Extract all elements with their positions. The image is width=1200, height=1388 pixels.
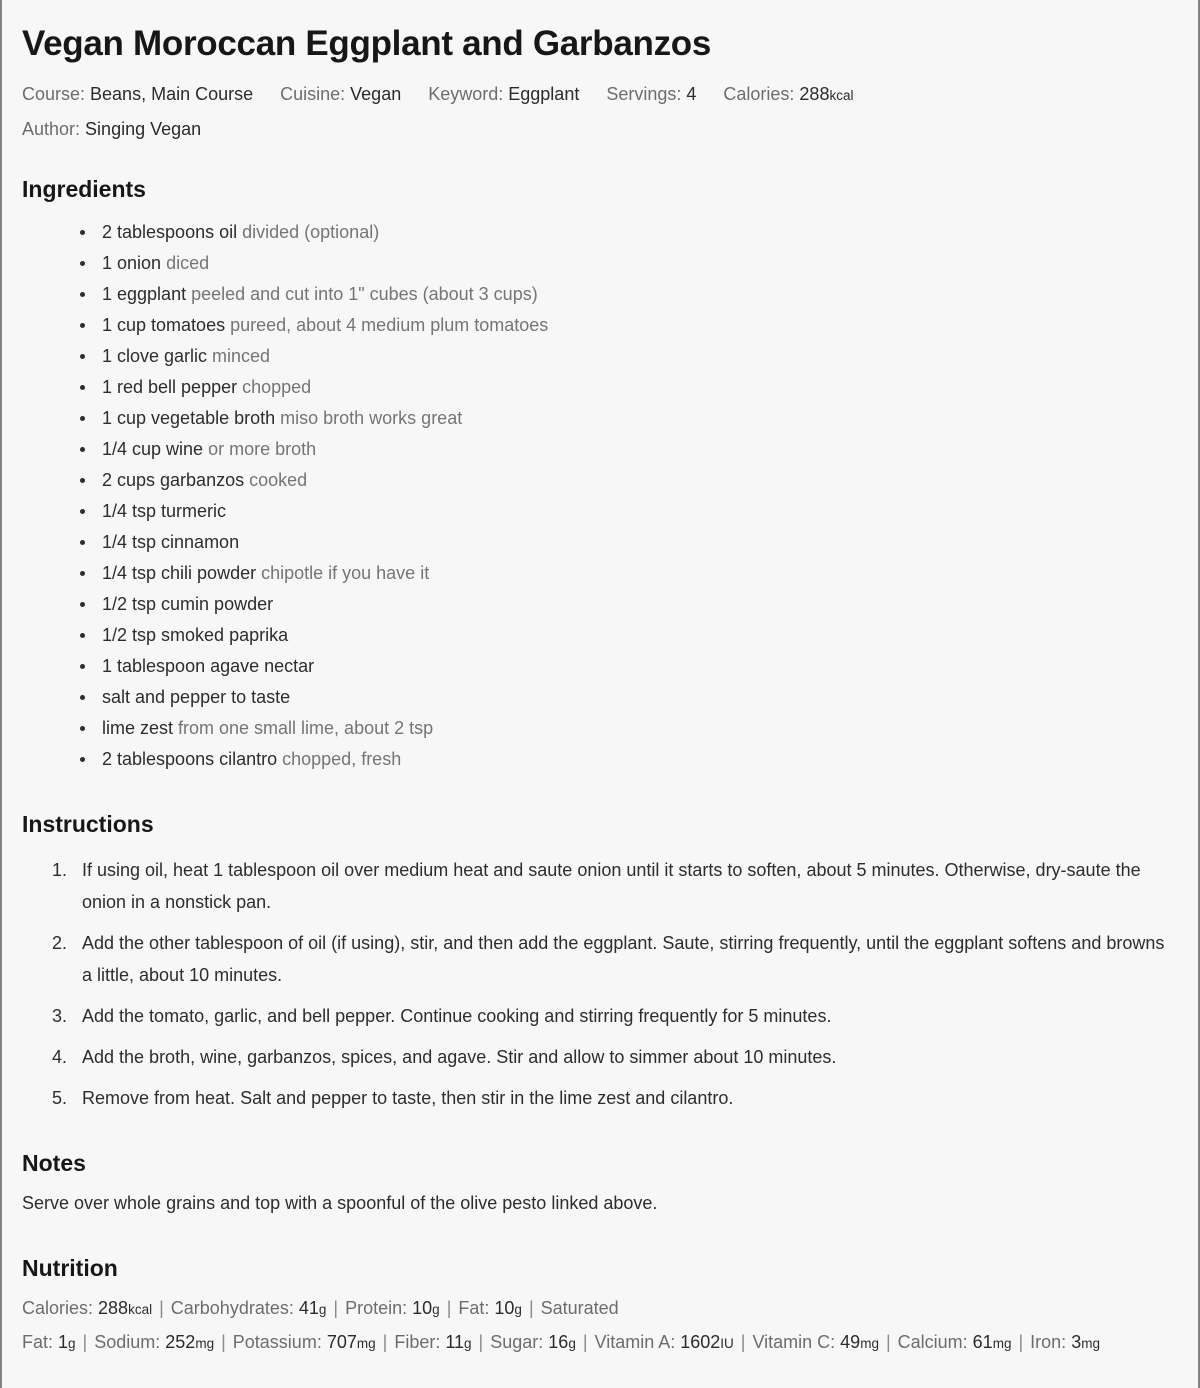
ingredient-item — [79, 341, 1176, 372]
instructions-heading: Instructions — [22, 811, 154, 838]
ingredient-main: 1/4 cup wine — [102, 439, 204, 460]
meta-servings-label: Servings: — [606, 84, 682, 105]
ingredient-item — [79, 682, 1176, 713]
nutrition-value: 16 — [548, 1331, 569, 1352]
instruction-step — [52, 1000, 1176, 1032]
separator: | — [333, 1297, 339, 1318]
nutrition-value: 10 — [412, 1297, 433, 1318]
ingredient-item — [79, 744, 1176, 775]
nutrition-heading: Nutrition — [22, 1255, 118, 1282]
nutrition-label: Sodium: — [94, 1331, 161, 1352]
nutrition-label: Fat: — [458, 1297, 490, 1318]
notes-heading: Notes — [22, 1149, 86, 1176]
page-title: Vegan Moroccan Eggplant and Garbanzos — [22, 24, 712, 63]
bullet-icon — [80, 385, 85, 390]
ingredient-main: 1 onion — [102, 253, 162, 274]
meta-keyword-value: Eggplant — [508, 84, 580, 105]
ingredient-main: 1 red bell pepper — [102, 377, 238, 398]
ingredient-main: 1/2 tsp cumin powder — [102, 594, 274, 615]
nutrition-label: Sugar: — [490, 1331, 544, 1352]
ingredient-main: 1/4 tsp turmeric — [102, 501, 227, 522]
notes-text: Serve over whole grains and top with a spoonful of the olive pesto linked above. — [22, 1193, 658, 1214]
nutrition-unit: mg — [195, 1335, 215, 1351]
nutrition-unit: kcal — [128, 1301, 153, 1317]
meta-author-value: Singing Vegan — [85, 118, 202, 139]
nutrition-label: Vitamin A: — [594, 1331, 676, 1352]
nutrition-value: 10 — [494, 1297, 515, 1318]
ingredient-note: or more broth — [208, 439, 317, 460]
meta-servings-value: 4 — [686, 84, 697, 105]
step-text: If using oil, heat 1 tablespoon oil over medium heat and saute onion until it starts to soften, about 5 minutes. Otherwise, dry-saute the onion in a nonstick pan. — [82, 859, 1141, 912]
instruction-step — [52, 1082, 1176, 1114]
nutrition-value: 288 — [98, 1297, 129, 1318]
separator: | — [528, 1297, 534, 1318]
nutrition-unit: g — [514, 1301, 522, 1317]
nutrition-unit: mg — [356, 1335, 376, 1351]
nutrition-unit: mg — [992, 1335, 1012, 1351]
bullet-icon — [80, 509, 85, 514]
bullet-icon — [80, 633, 85, 638]
meta-servings — [606, 84, 696, 106]
ingredient-note: chipotle if you have it — [261, 563, 430, 584]
ingredient-item — [79, 620, 1176, 651]
meta-course-label: Course: — [22, 84, 86, 105]
nutrition-unit: g — [318, 1301, 327, 1317]
separator: | — [159, 1297, 164, 1318]
ingredient-main: 1 cup vegetable broth — [102, 408, 276, 429]
ingredient-note: from one small lime, about 2 tsp — [178, 718, 434, 739]
ingredient-main: lime zest — [102, 718, 174, 739]
meta-cuisine-label: Cuisine: — [280, 84, 346, 105]
meta-keyword — [428, 84, 579, 106]
separator: | — [582, 1331, 588, 1352]
nutrition-value: 252 — [165, 1331, 196, 1352]
bullet-icon — [80, 757, 85, 762]
separator: | — [82, 1331, 88, 1352]
separator: | — [740, 1331, 746, 1352]
instruction-step — [52, 1041, 1176, 1073]
bullet-icon — [80, 323, 85, 328]
step-number: 5. — [52, 1087, 68, 1108]
nutrition-label: Protein: — [345, 1297, 408, 1318]
nutrition-value: 11 — [445, 1331, 465, 1352]
nutrition-unit: g — [432, 1301, 440, 1317]
nutrition-unit: g — [68, 1335, 76, 1351]
ingredient-item — [79, 465, 1176, 496]
recipe-content — [2, 0, 1198, 1388]
ingredients-heading: Ingredients — [22, 176, 146, 203]
ingredient-note: diced — [166, 253, 210, 274]
ingredient-note: cooked — [249, 470, 308, 491]
meta-course — [22, 84, 253, 106]
nutrition-facts — [22, 1292, 1176, 1360]
instructions-list — [22, 854, 1176, 1114]
bullet-icon — [80, 447, 85, 452]
separator: | — [1018, 1331, 1024, 1352]
nutrition-label: Fiber: — [394, 1331, 441, 1352]
meta-cuisine-value: Vegan — [350, 84, 402, 105]
ingredient-note: chopped — [242, 377, 312, 398]
ingredient-main: 1 tablespoon agave nectar — [102, 656, 315, 677]
step-number: 4. — [52, 1046, 68, 1067]
ingredient-main: salt and pepper to taste — [102, 687, 291, 708]
nutrition-unit: IU — [720, 1335, 734, 1351]
ingredient-item — [79, 403, 1176, 434]
meta-cuisine — [280, 84, 401, 106]
nutrition-value: 1 — [58, 1331, 69, 1352]
nutrition-value: 61 — [972, 1331, 993, 1352]
ingredient-main: 1/4 tsp chili powder — [102, 563, 257, 584]
bullet-icon — [80, 664, 85, 669]
ingredient-note: divided (optional) — [242, 222, 380, 243]
nutrition-value: 49 — [840, 1331, 861, 1352]
ingredient-item — [79, 496, 1176, 527]
meta-calories — [723, 84, 853, 106]
nutrition-value: 41 — [298, 1297, 319, 1318]
bullet-icon — [80, 416, 85, 421]
ingredient-note: minced — [212, 346, 271, 367]
step-text: Add the other tablespoon of oil (if using), stir, and then add the eggplant. Saute, stirring frequently, until the eggplant softens and browns a little, about 10 minutes. — [82, 932, 1165, 985]
nutrition-label: Calories: — [22, 1297, 94, 1318]
separator: | — [885, 1331, 891, 1352]
meta-keyword-label: Keyword: — [428, 84, 504, 105]
ingredient-main: 2 cups garbanzos — [102, 470, 245, 491]
meta-calories-unit: kcal — [829, 88, 854, 104]
meta-calories-value: 288 — [799, 84, 830, 105]
step-number: 1. — [52, 859, 68, 880]
step-text: Add the tomato, garlic, and bell pepper. Continue cooking and stirring frequently for 5 minutes. — [82, 1005, 832, 1026]
bullet-icon — [80, 540, 85, 545]
nutrition-label: Carbohydrates: — [170, 1297, 294, 1318]
ingredient-item — [79, 310, 1176, 341]
bullet-icon — [80, 261, 85, 266]
ingredient-main: 2 tablespoons oil — [102, 222, 238, 243]
meta-author — [22, 119, 1176, 141]
meta-course-value: Beans, Main Course — [90, 84, 254, 105]
ingredient-item — [79, 279, 1176, 310]
bullet-icon — [80, 354, 85, 359]
nutrition-label: Calcium: — [897, 1331, 968, 1352]
ingredient-item — [79, 651, 1176, 682]
nutrition-value: 3 — [1071, 1331, 1082, 1352]
bullet-icon — [80, 726, 85, 731]
nutrition-label: Saturated Fat: — [22, 1297, 619, 1352]
ingredient-main: 1/4 tsp cinnamon — [102, 532, 240, 553]
bullet-icon — [80, 602, 85, 607]
separator: | — [478, 1331, 484, 1352]
ingredient-main: 1 eggplant — [102, 284, 187, 305]
nutrition-unit: mg — [1081, 1335, 1100, 1351]
ingredient-item — [79, 527, 1176, 558]
ingredient-item — [79, 434, 1176, 465]
meta-author-label: Author: — [22, 118, 81, 139]
nutrition-value: 1602 — [680, 1331, 721, 1352]
step-number: 2. — [52, 932, 68, 953]
nutrition-label: Iron: — [1030, 1331, 1067, 1352]
ingredients-list — [22, 217, 1176, 775]
instruction-step — [52, 927, 1176, 991]
bullet-icon — [80, 695, 85, 700]
nutrition-unit: g — [464, 1335, 472, 1351]
nutrition-label: Potassium: — [232, 1331, 322, 1352]
ingredient-item — [79, 558, 1176, 589]
ingredient-main: 2 tablespoons cilantro — [102, 749, 278, 770]
separator: | — [221, 1331, 226, 1352]
ingredient-main: 1/2 tsp smoked paprika — [102, 625, 289, 646]
ingredient-main: 1 clove garlic — [102, 346, 208, 367]
ingredient-item — [79, 589, 1176, 620]
ingredient-item — [79, 248, 1176, 279]
nutrition-label: Vitamin C: — [752, 1331, 836, 1352]
bullet-icon — [80, 478, 85, 483]
ingredient-note: chopped, fresh — [282, 749, 402, 770]
ingredient-note: peeled and cut into 1" cubes (about 3 cups) — [191, 284, 538, 305]
nutrition-value: 707 — [326, 1331, 357, 1352]
ingredient-item — [79, 713, 1176, 744]
separator: | — [446, 1297, 452, 1318]
ingredient-item — [79, 217, 1176, 248]
nutrition-unit: mg — [860, 1335, 879, 1351]
ingredient-item — [79, 372, 1176, 403]
instruction-step — [52, 854, 1176, 918]
ingredient-main: 1 cup tomatoes — [102, 315, 226, 336]
bullet-icon — [80, 292, 85, 297]
separator: | — [382, 1331, 388, 1352]
meta-calories-label: Calories: — [723, 84, 795, 105]
recipe-meta-row — [22, 84, 1176, 106]
step-text: Add the broth, wine, garbanzos, spices, and agave. Stir and allow to simmer about 10 minutes. — [82, 1046, 837, 1067]
step-text: Remove from heat. Salt and pepper to taste, then stir in the lime zest and cilantro. — [82, 1087, 734, 1108]
ingredient-note: pureed, about 4 medium plum tomatoes — [230, 315, 549, 336]
bullet-icon — [80, 230, 85, 235]
step-number: 3. — [52, 1005, 68, 1026]
ingredient-note: miso broth works great — [280, 408, 463, 429]
nutrition-unit: g — [568, 1335, 576, 1351]
bullet-icon — [80, 571, 85, 576]
